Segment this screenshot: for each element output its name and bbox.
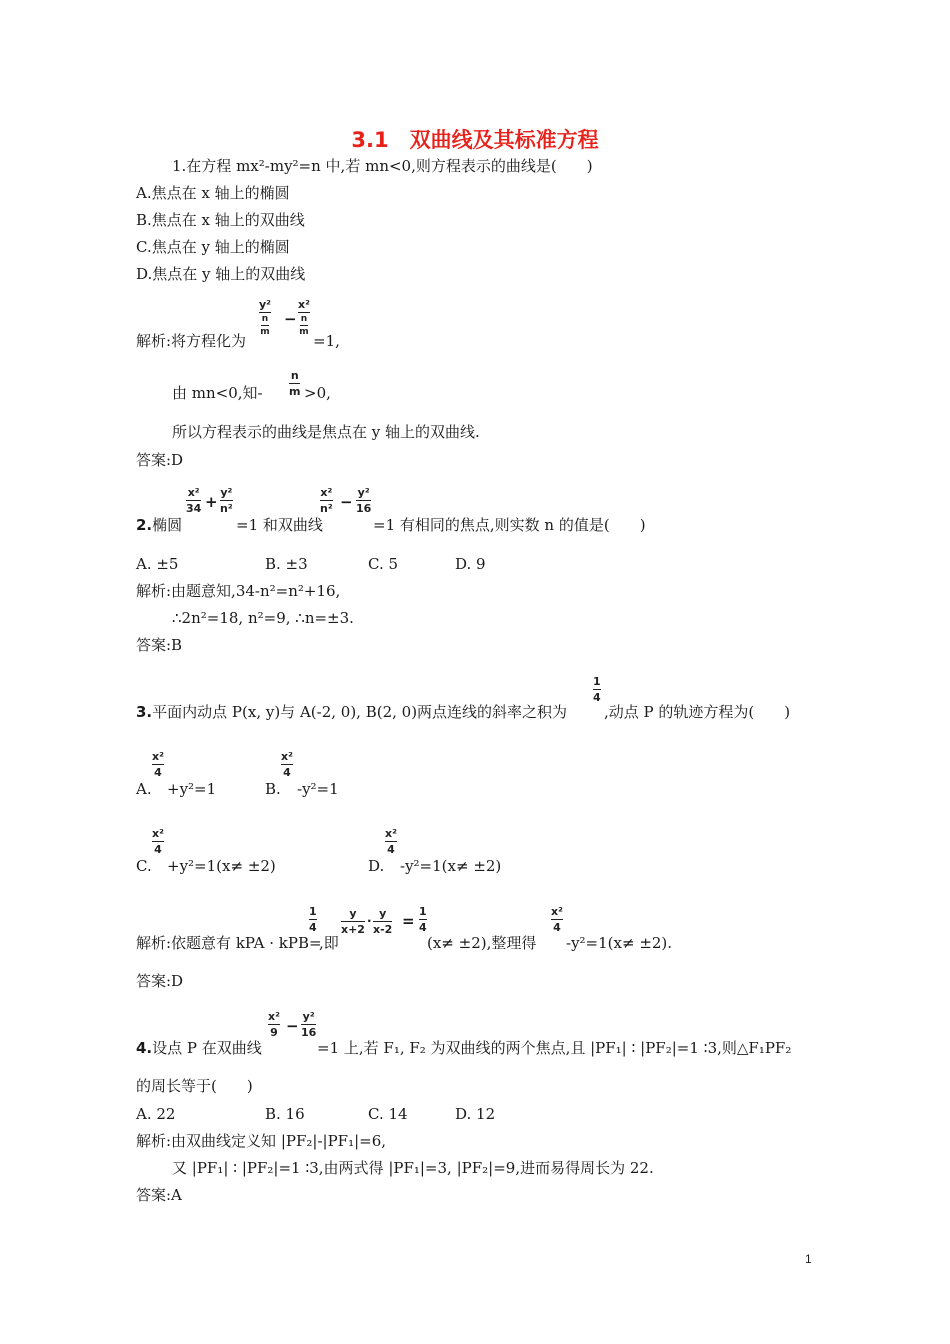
frac-x2-over-34: x² 34: [186, 486, 202, 515]
q2-stem-number: 2.椭圆: [136, 516, 183, 534]
q3-stem: 3.平面内动点 P(x, y)与 A(-2, 0), B(2, 0)两点连线的斜率之积为: [136, 703, 568, 721]
minus-sign: −: [284, 310, 297, 328]
q3-solution-end: -y²=1(x≠ ±2).: [566, 934, 673, 952]
frac-1-over-4: 1 4: [309, 905, 317, 934]
q3-solution-text: 解析:依题意有 kPA · kPB=: [136, 934, 322, 952]
q4-stem: 4.设点 P 在双曲线: [136, 1039, 262, 1057]
q3-option-c-text: +y²=1(x≠ ±2): [167, 857, 276, 875]
q2-option-c: C. 5: [368, 555, 399, 573]
frac-x2-over-n2: x² n²: [320, 486, 333, 515]
plus-sign: +: [205, 493, 218, 511]
q2-option-d: D. 9: [455, 555, 486, 573]
q4-option-d: D. 12: [455, 1105, 496, 1123]
dot-operator: ·: [367, 914, 372, 928]
q1-option-a: A.焦点在 x 轴上的椭圆: [136, 184, 290, 202]
q3-option-b-label: B.: [265, 780, 281, 798]
q4-solution-line2: 又 |PF₁| ∶ |PF₂|=1 ∶3,由两式得 |PF₁|=3, |PF₂|=9,进而易得周长为 22.: [172, 1159, 654, 1177]
q3-option-c-label: C.: [136, 857, 152, 875]
frac-x2-over-4: x² 4: [152, 827, 164, 856]
frac-x2-over-4: x² 4: [385, 827, 397, 856]
q3-option-d-label: D.: [368, 857, 385, 875]
q2-answer: 答案:B: [136, 636, 183, 654]
q4-stem-cont: =1 上,若 F₁, F₂ 为双曲线的两个焦点,且 |PF₁| ∶ |PF₂|=1 ∶3,则△F₁PF₂: [317, 1039, 792, 1057]
q1-option-c: C.焦点在 y 轴上的椭圆: [136, 238, 290, 256]
q4-stem-end: 的周长等于( ): [136, 1077, 253, 1095]
frac-x2-over-4: x² 4: [281, 750, 293, 779]
minus-sign: −: [286, 1017, 299, 1035]
q2-stem-end: =1 有相同的焦点,则实数 n 的值是( ): [373, 516, 646, 534]
q2-option-b: B. ±3: [265, 555, 308, 573]
q3-solution-cont: (x≠ ±2),整理得: [427, 934, 537, 952]
q1-option-b: B.焦点在 x 轴上的双曲线: [136, 211, 305, 229]
q4-solution-line1: 解析:由双曲线定义知 |PF₂|-|PF₁|=6,: [136, 1132, 387, 1150]
frac-y2-over-16: y² 16: [301, 1010, 317, 1039]
q3-option-b-text: -y²=1: [297, 780, 339, 798]
frac-x2-over-4: x² 4: [551, 905, 563, 934]
q1-solution-line2-text: 由 mn<0,知-: [172, 384, 263, 402]
q1-solution-line2-end: >0,: [304, 384, 331, 402]
frac-x2-over-9: x² 9: [268, 1010, 280, 1039]
q1-solution-line1-text: 解析:将方程化为: [136, 332, 247, 350]
q2-stem-mid: =1 和双曲线: [236, 516, 323, 534]
q3-option-a-text: +y²=1: [167, 780, 217, 798]
frac-y-over-x-plus-2: y x+2: [341, 907, 365, 936]
page-title: 3.1 双曲线及其标准方程: [351, 128, 599, 152]
q4-option-b: B. 16: [265, 1105, 305, 1123]
q1-stem: 1.在方程 mx²-my²=n 中,若 mn<0,则方程表示的曲线是( ): [172, 157, 593, 175]
frac-x2-over-n-over-m: x² n m: [298, 298, 310, 337]
q3-solution-mid: ,即: [319, 934, 339, 952]
q1-solution-line3: 所以方程表示的曲线是焦点在 y 轴上的双曲线.: [172, 423, 480, 441]
frac-y2-over-16: y² 16: [356, 486, 372, 515]
minus-sign: −: [340, 493, 353, 511]
q3-answer: 答案:D: [136, 972, 184, 990]
q2-solution-line1: 解析:由题意知,34-n²=n²+16,: [136, 582, 341, 600]
frac-1-over-4: 1 4: [593, 675, 601, 704]
q1-answer: 答案:D: [136, 451, 184, 469]
frac-y2-over-n2: y² n²: [220, 486, 233, 515]
q1-solution-line1-end: =1,: [313, 332, 340, 350]
q4-option-a: A. 22: [136, 1105, 176, 1123]
q2-solution-line2: ∴2n²=18, n²=9, ∴n=±3.: [172, 609, 354, 627]
frac-1-over-4: 1 4: [419, 905, 427, 934]
q2-option-a: A. ±5: [136, 555, 179, 573]
frac-y-over-x-minus-2: y x-2: [373, 907, 393, 936]
q3-option-d-text: -y²=1(x≠ ±2): [400, 857, 502, 875]
q1-option-d: D.焦点在 y 轴上的双曲线: [136, 265, 306, 283]
frac-n-over-m: n m: [289, 369, 301, 398]
page-number: 1: [805, 1252, 812, 1266]
q3-stem-end: ,动点 P 的轨迹方程为( ): [604, 703, 791, 721]
q4-option-c: C. 14: [368, 1105, 408, 1123]
q4-answer: 答案:A: [136, 1186, 182, 1204]
equals-sign: =: [402, 912, 415, 930]
frac-y2-over-n-over-m: y² n m: [259, 298, 271, 337]
frac-x2-over-4: x² 4: [152, 750, 164, 779]
q3-option-a-label: A.: [136, 780, 152, 798]
